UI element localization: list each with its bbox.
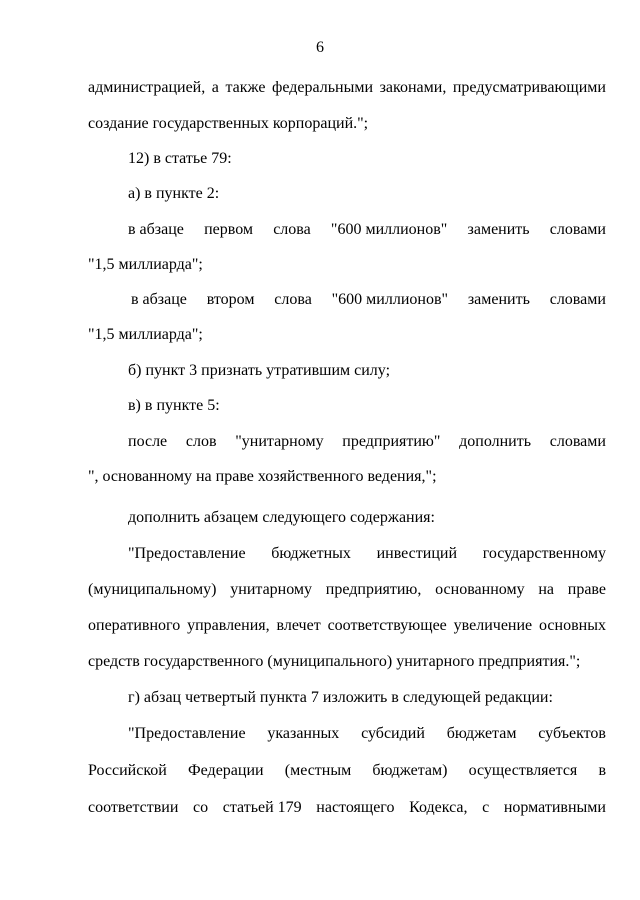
word: настоящего [316,799,395,816]
text-line-15 [88,580,606,600]
word: администрацией, [88,79,206,96]
word: после [128,433,168,450]
word: предусматривающими [452,79,606,96]
item-12-heading: 12) в статье 79: [128,150,232,167]
word: оперативного [88,617,181,634]
word: слова [274,291,312,308]
word: Российской [88,762,167,779]
text-line-17: средств государственного (муниципального) унитарного предприятия."; [88,653,581,670]
word: бюджетам) [372,762,448,779]
word: инвестиций [376,545,458,562]
subitem-b: б) пункт 3 признать утратившим силу; [128,362,391,379]
word: основанному [435,581,525,598]
word: втором [206,291,255,308]
word: Кодекса, [409,799,468,816]
word: также [225,79,266,96]
word: "унитарному [235,433,324,450]
word: в абзаце [131,291,187,308]
text-line-12: ", основанному на праве хозяйственного ведения,"; [88,468,437,485]
word: "Предоставление [128,545,246,562]
word: праве [567,581,606,598]
text-line-8: "1,5 миллиарда"; [88,326,203,343]
text-line-14 [128,544,606,564]
word: нормативными [503,799,606,816]
word: предприятию" [342,433,441,450]
word: (муниципальному) [88,581,217,598]
text-line-11 [128,432,606,452]
word: словами [549,433,606,450]
word: заменить [467,291,530,308]
text-line-20 [88,761,606,781]
word: в [598,762,606,779]
page-number: 6 [316,39,324,56]
word: со [193,799,209,816]
text-line-5 [128,220,606,240]
word: субъектов [538,725,606,742]
text-line-6: "1,5 миллиарда"; [88,256,203,273]
word: (местным [284,762,352,779]
word: слов [185,433,217,450]
word: заменить [467,221,530,238]
text-line-7 [131,290,606,310]
word: соответствующее [327,617,447,634]
text-line-13: дополнить абзацем следующего содержания: [128,509,435,526]
word: "600 миллионов" [330,221,448,238]
word: указанных [267,725,340,742]
word: с [482,799,490,816]
word: статьей 179 [222,799,302,816]
word: законами, [379,79,447,96]
word: влечет [276,617,321,634]
text-line-2: создание государственных корпораций."; [88,115,369,132]
word: а [211,79,219,96]
word: в абзаце [128,221,184,238]
word: бюджетам [446,725,517,742]
word: предприятию, [325,581,422,598]
word: управления, [187,617,270,634]
text-line-21 [88,798,606,818]
word: слова [273,221,311,238]
word: осуществляется [468,762,578,779]
word: на [538,581,555,598]
word: Федерации [188,762,264,779]
text-line-19 [128,724,606,744]
word: основных [539,617,606,634]
word: субсидий [361,725,425,742]
word: первом [204,221,254,238]
word: унитарному [230,581,313,598]
word: словами [549,221,606,238]
word: "600 миллионов" [331,291,449,308]
word: бюджетных [271,545,351,562]
word: "Предоставление [128,725,246,742]
text-line-16 [88,616,606,636]
subitem-v-heading: в) в пункте 5: [128,397,220,414]
subitem-a-heading: а) в пункте 2: [128,185,220,202]
word: дополнить [459,433,532,450]
word: увеличение [453,617,533,634]
word: государственному [482,545,606,562]
word: словами [549,291,606,308]
word: соответствии [88,799,179,816]
text-line-1 [88,78,606,98]
subitem-g: г) абзац четвертый пункта 7 изложить в следующей редакции: [128,689,553,706]
word: федеральными [272,79,374,96]
